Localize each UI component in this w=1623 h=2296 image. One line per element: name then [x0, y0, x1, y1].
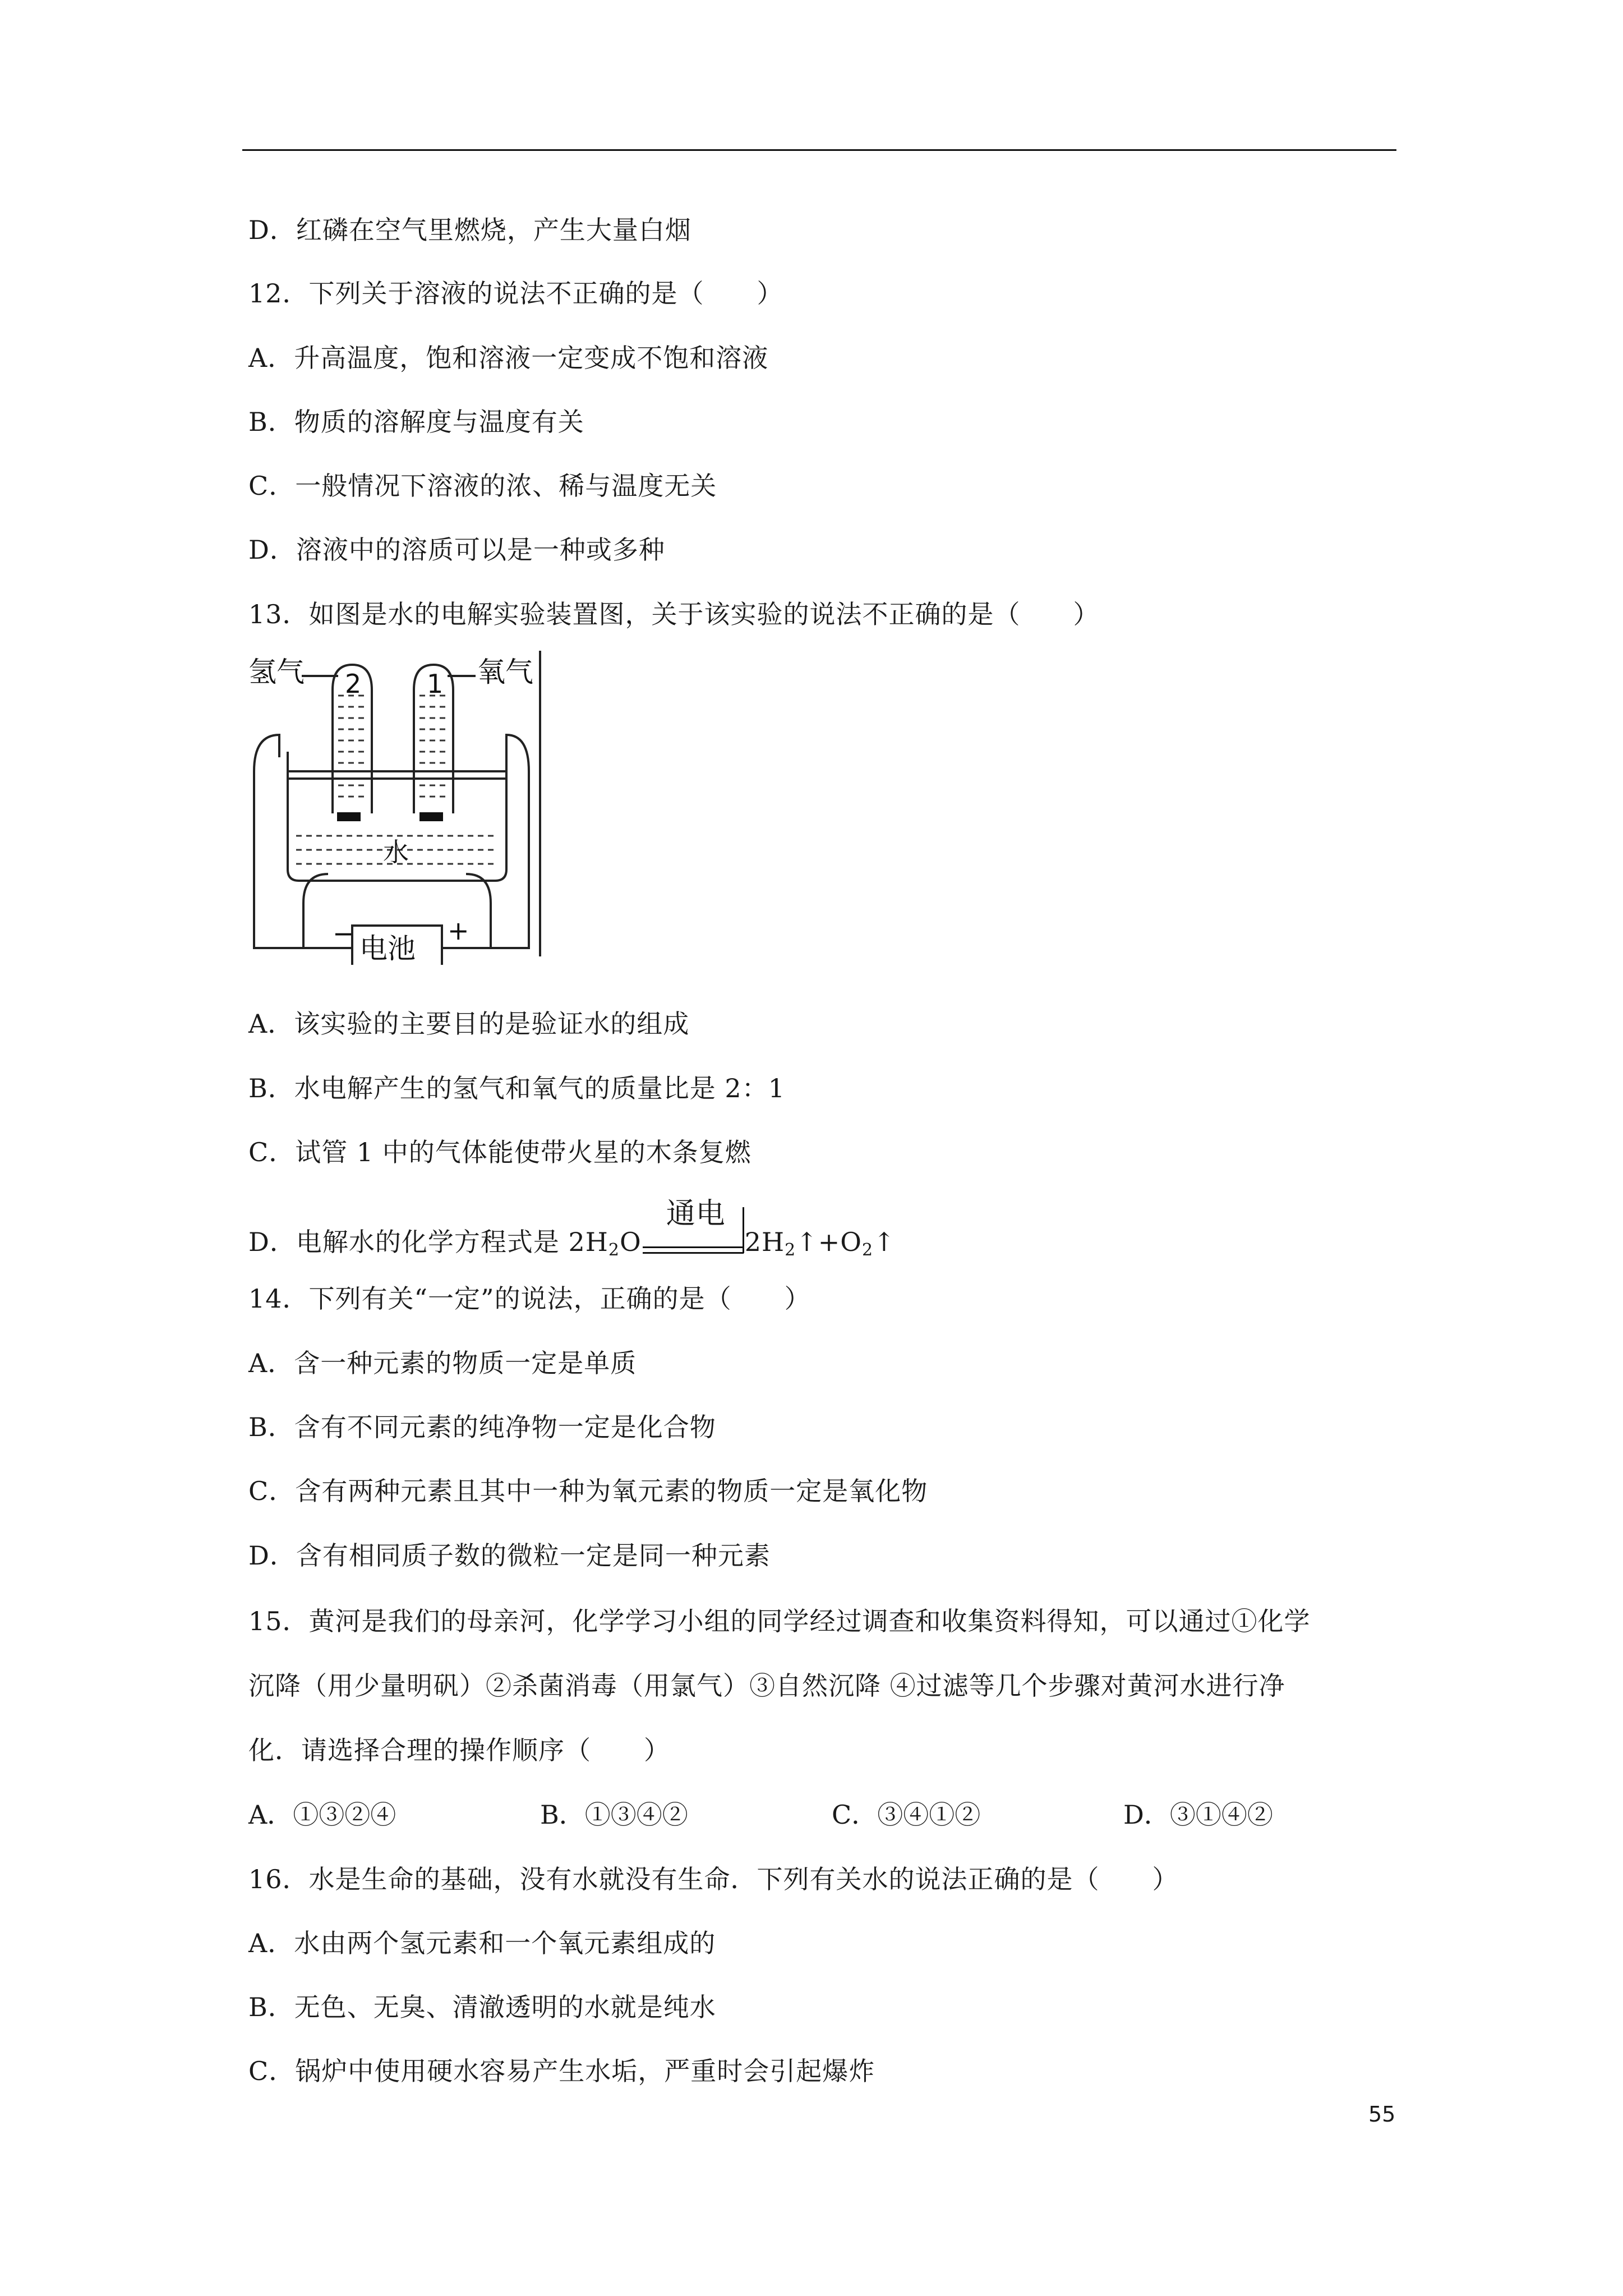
header-rule: [242, 149, 1396, 151]
q12-stem: 12．下列关于溶液的说法不正确的是（ ）: [248, 278, 783, 309]
q13-stem: 13．如图是水的电解实验装置图，关于该实验的说法不正确的是（ ）: [248, 599, 1100, 629]
reaction-condition: [643, 1197, 744, 1263]
q13-option-b: B．水电解产生的氢气和氧气的质量比是 2：1: [248, 1073, 785, 1103]
equation-bar-bottom: [643, 1252, 744, 1254]
q16-option-b: B．无色、无臭、清澈透明的水就是纯水: [248, 1992, 716, 2022]
q14-option-a: A．含一种元素的物质一定是单质: [248, 1348, 637, 1378]
q13-option-d: [248, 1197, 896, 1267]
q14-stem: 14．下列有关“一定”的说法，正确的是（ ）: [248, 1283, 811, 1314]
q15-choices: [248, 1798, 1398, 1832]
equation-sub-h2o: 2: [608, 1240, 620, 1260]
page-number: 55: [1368, 2102, 1396, 2127]
q12-option-d: D．溶液中的溶质可以是一种或多种: [248, 535, 665, 565]
water-label: 水: [383, 837, 409, 867]
battery-label: 电池: [359, 932, 416, 965]
q12-option-a: A．升高温度，饱和溶液一定变成不饱和溶液: [248, 343, 769, 373]
equation-sub-o2: 2: [862, 1240, 874, 1260]
q14-option-d: D．含有相同质子数的微粒一定是同一种元素: [248, 1540, 771, 1571]
q15-stem-line-2: 沉降（用少量明矾）②杀菌消毒（用氯气）③自然沉降 ④过滤等几个步骤对黄河水进行净: [248, 1671, 1285, 1701]
q13-option-a: A．该实验的主要目的是验证水的组成: [248, 1009, 690, 1039]
hydrogen-label: 氢气: [248, 656, 305, 688]
oxygen-label: 氧气: [477, 656, 533, 688]
equation-end: ↑: [873, 1227, 896, 1257]
equation-prefix: D．电解水的化学方程式是 2H: [248, 1227, 608, 1257]
tube-1-label: 1: [427, 669, 444, 699]
electrolysis-diagram: [248, 651, 546, 965]
equation-bar-edge: [743, 1207, 744, 1253]
q15-stem-line-1: 15．黄河是我们的母亲河，化学学习小组的同学经过调查和收集资料得知，可以通过①化学: [248, 1606, 1311, 1636]
equation-sub-h2: 2: [785, 1240, 796, 1260]
q11-option-d: D．红磷在空气里燃烧，产生大量白烟: [248, 215, 691, 245]
q16-stem: 16．水是生命的基础，没有水就没有生命．下列有关水的说法正确的是（ ）: [248, 1864, 1179, 1894]
q16-option-a: A．水由两个氢元素和一个氧元素组成的: [248, 1928, 716, 1958]
q12-option-c: C．一般情况下溶液的浓、稀与温度无关: [248, 471, 717, 501]
q14-option-c: C．含有两种元素且其中一种为氧元素的物质一定是氧化物: [248, 1476, 928, 1506]
condition-electricity: 通电: [666, 1197, 726, 1231]
q15-option-c: C．③④①②: [832, 1800, 981, 1830]
q13-option-c: C．试管 1 中的气体能使带火星的木条复燃: [248, 1137, 751, 1167]
q15-option-d: D．③①④②: [1123, 1800, 1273, 1830]
q15-stem-line-3: 化．请选择合理的操作顺序（ ）: [248, 1735, 670, 1765]
q15-option-b: B．①③④②: [540, 1800, 688, 1830]
q14-option-b: B．含有不同元素的纯净物一定是化合物: [248, 1412, 716, 1442]
tube-2-label: 2: [345, 669, 362, 699]
equation-bar-top: [643, 1246, 744, 1248]
equation-o: O: [619, 1227, 642, 1257]
battery-minus: −: [333, 918, 354, 949]
equation-mid: ↑+O: [796, 1227, 862, 1257]
equation-product-h: 2H: [744, 1227, 785, 1257]
q15-option-a: A．①③②④: [248, 1800, 396, 1830]
battery-plus: +: [448, 915, 469, 946]
q12-option-b: B．物质的溶解度与温度有关: [248, 407, 584, 437]
q16-option-c: C．锅炉中使用硬水容易产生水垢，严重时会引起爆炸: [248, 2056, 875, 2086]
